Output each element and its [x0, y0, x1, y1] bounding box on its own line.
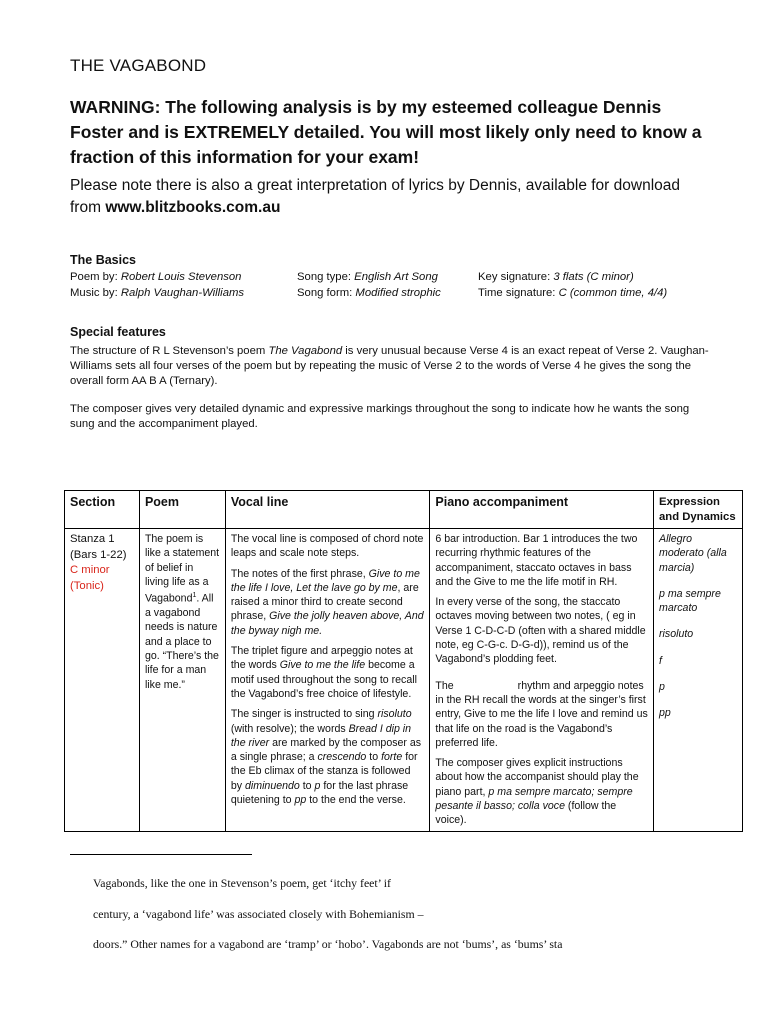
footnote-ref: 1: [192, 592, 197, 600]
footnote-divider: [70, 854, 252, 855]
dynamic-marking: p ma sempre marcato: [659, 587, 721, 615]
dynamic-marking: Allegro moderato (alla marcia): [659, 533, 727, 574]
footnote-line: century, a ‘vagabond life’ was associated closely with Bohemianism –: [93, 907, 424, 921]
download-note: [70, 175, 710, 219]
special-features-paragraph-1: The structure of R L Stevenson’s poem The Vagabond is very unusual because Verse 4 is an exact repeat of Verse 2. Vaughan-Williams sets all four verses of the poem but by repeating the music of Verse 2 to the words of Verse 4 he gives the song the overall form AA B A (Ternary).: [70, 345, 709, 387]
song-form: Song form: Modified strophic: [297, 287, 441, 299]
page-title: THE VAGABOND: [70, 56, 207, 75]
vocal-line-cell: The vocal line is composed of chord note leaps and scale note steps. The notes of the first phrase, Give to me the life I love, Let the lave go by me, are raised a minor third to create second phrase, Give the jolly heaven above, And the byway nigh me. The triplet figure and arpeggio notes at the words Give to me the life become a motif used throughout the song to recall the Vagabond’s free choice of lifestyle. The singer is instructed to sing risoluto (with resolve); the words Bread I dip in the river are marked by the composer as a single phrase; a crescendo to forte for the Eb climax of the stanza is followed by diminuendo to p for the last phrase quietening to pp to the end the verse.: [225, 529, 430, 832]
dynamic-marking: f: [659, 654, 662, 667]
time-signature: Time signature: C (common time, 4/4): [478, 287, 668, 299]
analysis-table: [64, 490, 743, 832]
song-type: Song type: English Art Song: [297, 271, 438, 283]
tonic-label: (Tonic): [70, 579, 104, 592]
key-label: C minor: [70, 564, 110, 576]
header-poem: Poem: [139, 491, 225, 529]
dynamic-marking: p: [659, 681, 665, 694]
table-header-row: [65, 491, 743, 529]
piano-accompaniment-cell: 6 bar introduction. Bar 1 introduces the two recurring rhythmic features of the accompaniment, staccato octaves in bass and the Give to me the life motif in RH. In every verse of the song, the staccato octaves moving between two notes, ( eg in Verse 1 C-D-C-D (often with a shared middle note, eg C-G-c. D-G-d)), remind us of the Vagabond’s plodding feet. The rhythm and arpeggio notes in the RH recall the words at the singer’s first entry, Give to me the life I love and remind us that life on the road is the Vagabond’s preferred life. The composer gives explicit instructions about how the accompanist should play the piano part, p ma sempre marcato; sempre pesante il basso; colla voce (follow the voice).: [430, 529, 654, 832]
header-vocal-line: Vocal line: [225, 491, 430, 529]
header-section: Section: [65, 491, 140, 529]
basics-heading: The Basics: [70, 253, 137, 267]
section-cell: Stanza 1 (Bars 1-22) C minor (Tonic): [65, 529, 140, 832]
dynamic-marking: risoluto: [659, 628, 694, 641]
special-features-paragraph-2: The composer gives very detailed dynamic and expressive markings throughout the song to indicate how he wants the song sung and the accompaniment played.: [70, 403, 690, 430]
key-signature: Key signature: 3 flats (C minor): [478, 271, 634, 283]
music-by: Music by: Ralph Vaughan-Williams: [70, 287, 245, 299]
note-text: Please note there is also a great interpretation of lyrics by Dennis, available for download from: [70, 177, 681, 216]
download-link[interactable]: www.blitzbooks.com.au: [105, 199, 281, 216]
poem-by: Poem by: Robert Louis Stevenson: [70, 271, 242, 283]
header-piano-accompaniment: Piano accompaniment: [430, 491, 654, 529]
footnote-line: Vagabonds, like the one in Stevenson’s poem, get ‘itchy feet’ if: [93, 876, 391, 890]
header-expression-dynamics: Expression and Dynamics: [654, 491, 743, 529]
footnote-line: doors.” Other names for a vagabond are ‘tramp’ or ‘hobo’. Vagabonds are not ‘bums’, as ‘bums’ sta: [93, 937, 563, 951]
poem-cell: The poem is like a statement of belief in living life as a Vagabond$^1$. All a vagabond needs is nature and a place to go. “There’s the life for a man like me.”: [139, 529, 225, 832]
special-features-heading: Special features: [70, 325, 166, 339]
table-row: [65, 529, 743, 832]
warning-text: WARNING: The following analysis is by my esteemed colleague Dennis Foster and is EXTREMELY detailed. You will most likely only need to know a fraction of this information for your exam!: [70, 97, 702, 167]
expression-dynamics-cell: [654, 529, 743, 832]
dynamic-marking: pp: [659, 707, 671, 720]
